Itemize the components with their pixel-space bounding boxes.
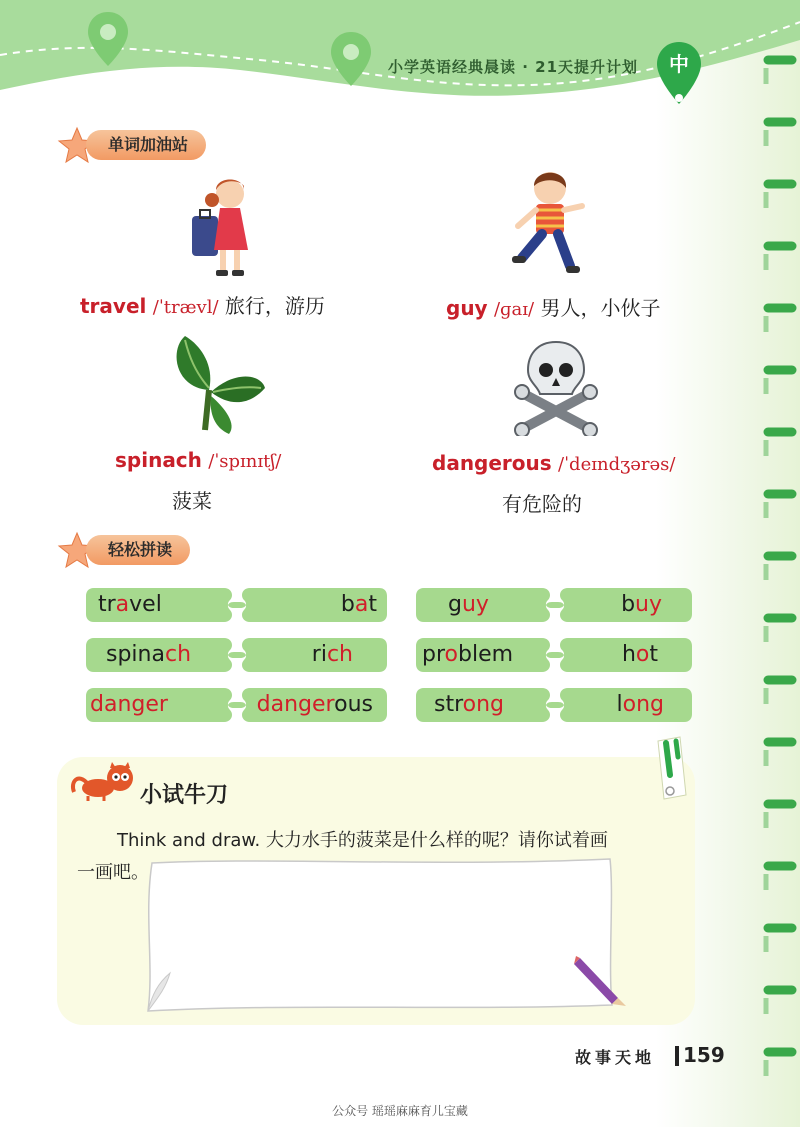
phonics-word-right — [312, 642, 353, 667]
phonics-word-left — [448, 592, 489, 617]
page-number: 159 — [683, 1043, 725, 1067]
word-part: pr — [422, 642, 445, 667]
word-part-highlight: danger — [90, 692, 168, 717]
vocab-word: travel — [80, 294, 147, 318]
word-part-highlight: uy — [461, 592, 489, 617]
word-part-highlight: o — [635, 642, 650, 667]
word-part: t — [649, 642, 658, 667]
word-part-highlight: ch — [164, 642, 192, 667]
phonics-pair — [414, 686, 694, 724]
vocab-ipa: /ˈtrævl/ — [152, 297, 219, 318]
word-part-highlight: uy — [635, 592, 662, 617]
word-part: h — [621, 642, 636, 667]
vocab-ipa: /ˈspɪnɪtʃ/ — [208, 451, 282, 472]
vocab-meaning: 有危险的 — [502, 492, 582, 516]
task-title: 小试牛刀 — [140, 783, 229, 808]
phonics-pair — [84, 586, 389, 624]
map-pin-icon — [328, 30, 374, 90]
phonics-pair — [84, 636, 389, 674]
pencil-icon — [574, 954, 630, 1008]
vocab-meaning: 男人，小伙子 — [540, 296, 661, 320]
phonics-pair — [414, 636, 694, 674]
level-badge-label: 中 — [669, 52, 689, 76]
vocab-entry — [432, 451, 675, 475]
watermark: 公众号 瑶瑶麻麻育儿宝藏 — [332, 1104, 468, 1118]
vocab-entry — [115, 448, 281, 472]
header-title: 小学英语经典晨读 · 21天提升计划 — [388, 58, 639, 76]
phonics-word-left — [422, 642, 513, 667]
vocab-entry — [80, 290, 325, 319]
word-part: ri — [311, 642, 327, 667]
word-part: vel — [129, 592, 162, 617]
vocab-ipa: /ˈdeɪndʒərəs/ — [558, 454, 676, 475]
phonics-word-left — [434, 692, 504, 717]
word-part: blem — [458, 642, 514, 667]
phonics-word-left — [90, 692, 168, 717]
spinach-illustration — [165, 330, 267, 434]
word-part: str — [434, 692, 463, 717]
vocab-meaning: 旅行，游历 — [224, 294, 325, 318]
word-part-highlight: danger — [256, 692, 335, 717]
word-part-highlight: a — [115, 592, 130, 617]
section-name: 故事天地 — [575, 1048, 656, 1067]
word-part: b — [340, 592, 355, 617]
vocab-entry — [446, 292, 660, 321]
task-instruction-line1: Think and draw. 大力水手的菠菜是什么样的呢？请你试着画 — [117, 830, 608, 851]
vocab-word: guy — [446, 296, 488, 320]
phonics-word-right — [622, 642, 658, 667]
phonics-word-right — [257, 692, 373, 717]
phonics-pair — [414, 586, 694, 624]
section-label: 轻松拼读 — [86, 535, 190, 565]
spiral-binding — [740, 40, 800, 1120]
word-part-highlight: a — [354, 592, 369, 617]
phonics-word-right — [621, 592, 662, 617]
skull-crossbones-icon — [512, 338, 600, 436]
level-badge — [655, 40, 703, 108]
map-pin-icon — [85, 10, 131, 70]
vocab-ipa: /ɡaɪ/ — [493, 299, 535, 320]
word-part: b — [621, 592, 636, 617]
word-part: tr — [98, 592, 116, 617]
task-instruction-line2: 一画吧。 — [77, 862, 149, 883]
word-part-highlight: ong — [622, 692, 664, 717]
word-part: spina — [106, 642, 165, 667]
girl-traveler-illustration — [186, 172, 266, 280]
word-part-highlight: o — [444, 642, 458, 667]
word-part: t — [368, 592, 377, 617]
word-part: l — [616, 692, 623, 717]
word-part-highlight: ch — [326, 642, 353, 667]
word-part-highlight: ong — [462, 692, 505, 717]
tag-icon — [650, 735, 690, 805]
phonics-word-left — [106, 642, 191, 667]
section-label: 单词加油站 — [86, 130, 206, 160]
vocab-word: dangerous — [432, 451, 552, 475]
drawing-area[interactable] — [140, 855, 620, 1015]
word-part: g — [448, 592, 462, 617]
phonics-word-right — [341, 592, 377, 617]
phonics-word-right — [617, 692, 665, 717]
word-part: ous — [334, 692, 373, 717]
divider — [675, 1046, 679, 1066]
cat-icon — [70, 762, 138, 802]
phonics-word-left — [98, 592, 162, 617]
vocab-meaning: 菠菜 — [172, 489, 212, 513]
phonics-pair — [84, 686, 389, 724]
running-boy-illustration — [508, 166, 588, 282]
vocab-word: spinach — [115, 448, 202, 472]
